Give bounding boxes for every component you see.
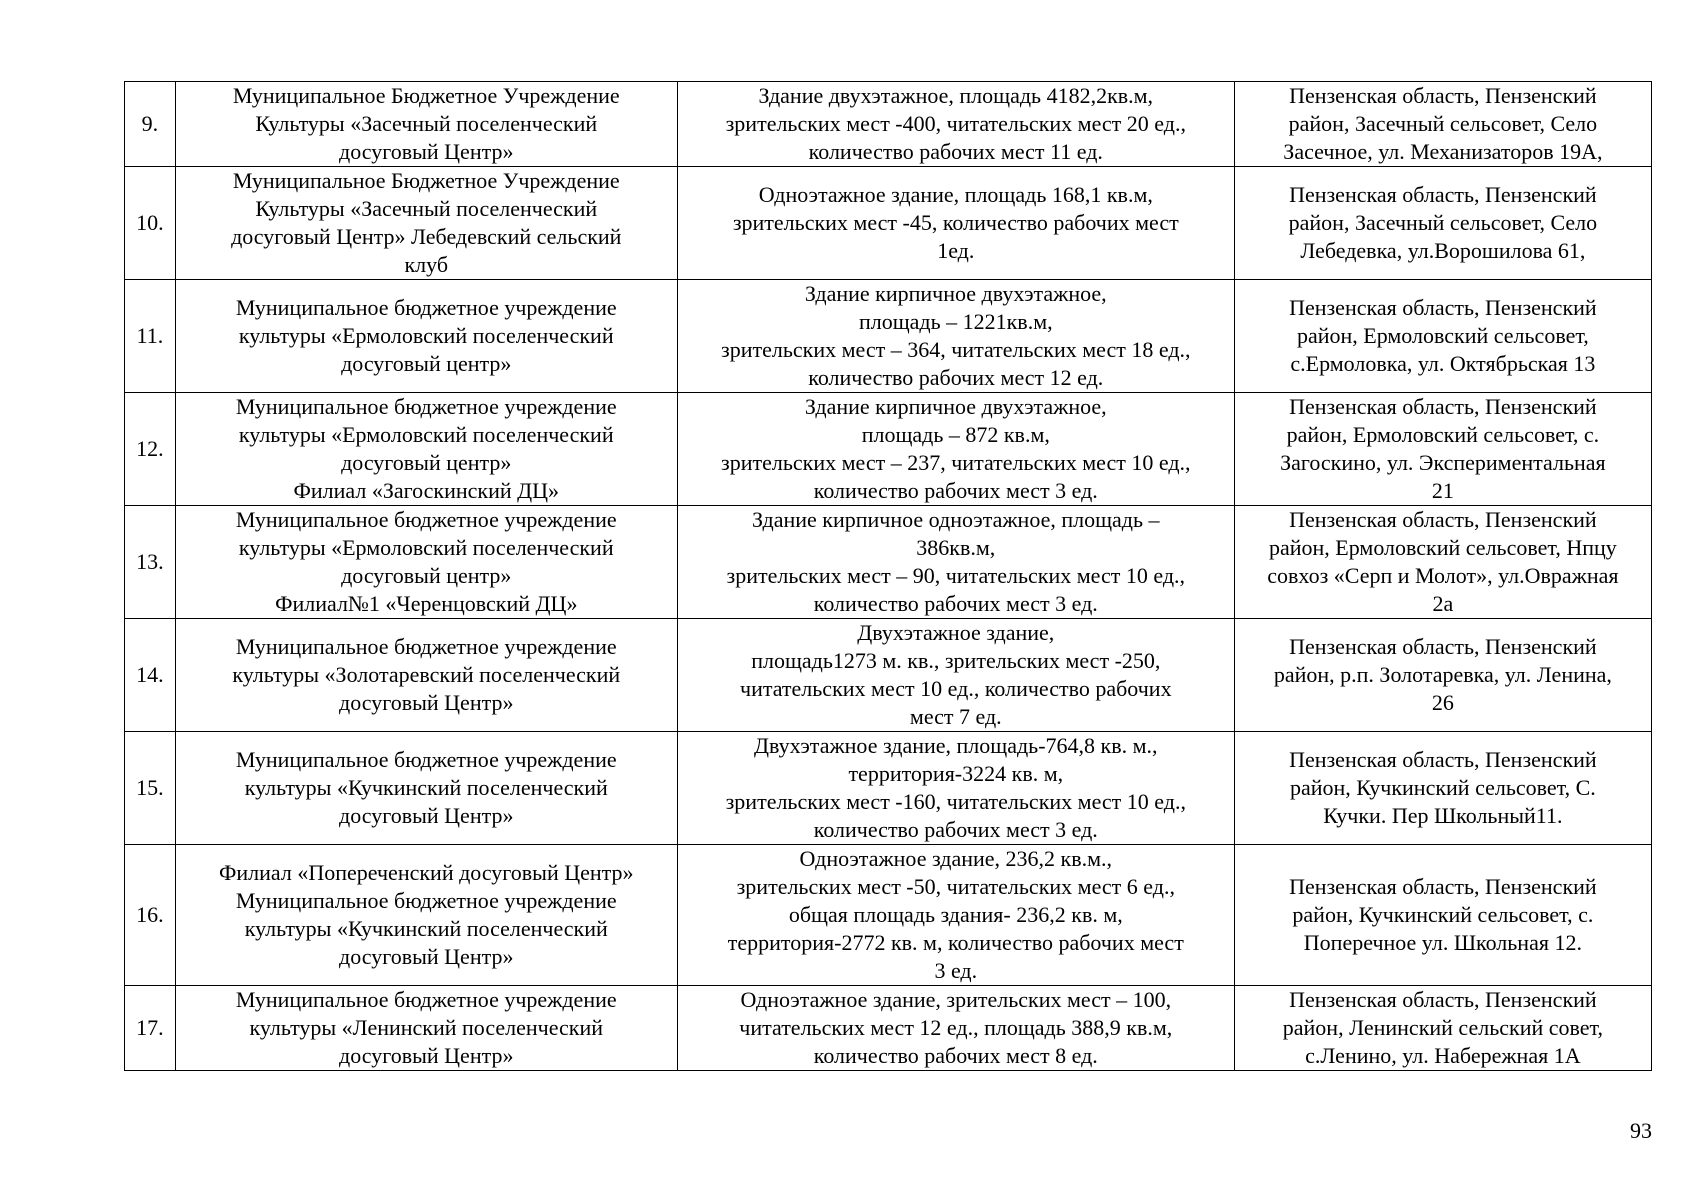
row-number-cell: 12. [125, 393, 176, 506]
table-row [125, 619, 1652, 732]
institution-name-cell: Муниципальное бюджетное учреждение культуры «Золотаревский поселенческий досуговый Центр» [175, 619, 677, 732]
building-description-cell: Одноэтажное здание, зрительских мест – 100, читательских мест 12 ед., площадь 388,9 кв.м, количество рабочих мест 8 ед. [677, 986, 1234, 1071]
institution-name-cell: Муниципальное бюджетное учреждение культуры «Ермоловский поселенческий досуговый центр» Филиал№1 «Черенцовский ДЦ» [175, 506, 677, 619]
table-row [125, 167, 1652, 280]
address-cell: Пензенская область, Пензенский район, Засечный сельсовет, Село Лебедевка, ул.Ворошилова 61, [1234, 167, 1651, 280]
table-row [125, 845, 1652, 986]
building-description-cell: Здание кирпичное одноэтажное, площадь – 386кв.м, зрительских мест – 90, читательских мест 10 ед., количество рабочих мест 3 ед. [677, 506, 1234, 619]
building-description-cell: Здание двухэтажное, площадь 4182,2кв.м, зрительских мест -400, читательских мест 20 ед., количество рабочих мест 11 ед. [677, 82, 1234, 167]
table-row [125, 506, 1652, 619]
row-number-cell: 17. [125, 986, 176, 1071]
building-description-cell: Одноэтажное здание, площадь 168,1 кв.м, зрительских мест -45, количество рабочих мест 1ед. [677, 167, 1234, 280]
institution-name-cell: Муниципальное Бюджетное Учреждение Культуры «Засечный поселенческий досуговый Центр» [175, 82, 677, 167]
table-row [125, 280, 1652, 393]
institution-name-cell: Муниципальное бюджетное учреждение культуры «Кучкинский поселенческий досуговый Центр» [175, 732, 677, 845]
row-number-cell: 14. [125, 619, 176, 732]
table-row [125, 732, 1652, 845]
building-description-cell: Здание кирпичное двухэтажное, площадь – 1221кв.м, зрительских мест – 364, читательских мест 18 ед., количество рабочих мест 12 ед. [677, 280, 1234, 393]
institution-name-cell: Муниципальное Бюджетное Учреждение Культуры «Засечный поселенческий досуговый Центр» Лебедевский сельский клуб [175, 167, 677, 280]
building-description-cell: Здание кирпичное двухэтажное, площадь – 872 кв.м, зрительских мест – 237, читательских мест 10 ед., количество рабочих мест 3 ед. [677, 393, 1234, 506]
institution-name-cell: Муниципальное бюджетное учреждение культуры «Ленинский поселенческий досуговый Центр» [175, 986, 677, 1071]
building-description-cell: Двухэтажное здание, площадь-764,8 кв. м., территория-3224 кв. м, зрительских мест -160, читательских мест 10 ед., количество рабочих мест 3 ед. [677, 732, 1234, 845]
row-number-cell: 16. [125, 845, 176, 986]
table-row [125, 986, 1652, 1071]
institution-name-cell: Филиал «Попереченский досуговый Центр» Муниципальное бюджетное учреждение культуры «Кучкинский поселенческий досуговый Центр» [175, 845, 677, 986]
row-number-cell: 10. [125, 167, 176, 280]
address-cell: Пензенская область, Пензенский район, Кучкинский сельсовет, С. Кучки. Пер Школьный11. [1234, 732, 1651, 845]
address-cell: Пензенская область, Пензенский район, Кучкинский сельсовет, с. Поперечное ул. Школьная 12. [1234, 845, 1651, 986]
page-number: 93 [1630, 1118, 1652, 1143]
building-description-cell: Одноэтажное здание, 236,2 кв.м., зрительских мест -50, читательских мест 6 ед., общая площадь здания- 236,2 кв. м, территория-2772 кв. м, количество рабочих мест 3 ед. [677, 845, 1234, 986]
address-cell: Пензенская область, Пензенский район, Засечный сельсовет, Село Засечное, ул. Механизаторов 19А, [1234, 82, 1651, 167]
row-number-cell: 11. [125, 280, 176, 393]
address-cell: Пензенская область, Пензенский район, р.п. Золотаревка, ул. Ленина, 26 [1234, 619, 1651, 732]
row-number-cell: 13. [125, 506, 176, 619]
row-number-cell: 9. [125, 82, 176, 167]
table-row [125, 82, 1652, 167]
institution-name-cell: Муниципальное бюджетное учреждение культуры «Ермоловский поселенческий досуговый центр» Филиал «Загоскинский ДЦ» [175, 393, 677, 506]
facilities-table [124, 81, 1652, 1071]
row-number-cell: 15. [125, 732, 176, 845]
address-cell: Пензенская область, Пензенский район, Ермоловский сельсовет, Нпцу совхоз «Серп и Молот», ул.Овражная 2а [1234, 506, 1651, 619]
building-description-cell: Двухэтажное здание, площадь1273 м. кв., зрительских мест -250, читательских мест 10 ед., количество рабочих мест 7 ед. [677, 619, 1234, 732]
table-row [125, 393, 1652, 506]
address-cell: Пензенская область, Пензенский район, Ленинский сельский совет, с.Ленино, ул. Набережная 1А [1234, 986, 1651, 1071]
address-cell: Пензенская область, Пензенский район, Ермоловский сельсовет, с.Ермоловка, ул. Октябрьская 13 [1234, 280, 1651, 393]
address-cell: Пензенская область, Пензенский район, Ермоловский сельсовет, с. Загоскино, ул. Экспериментальная 21 [1234, 393, 1651, 506]
institution-name-cell: Муниципальное бюджетное учреждение культуры «Ермоловский поселенческий досуговый центр» [175, 280, 677, 393]
